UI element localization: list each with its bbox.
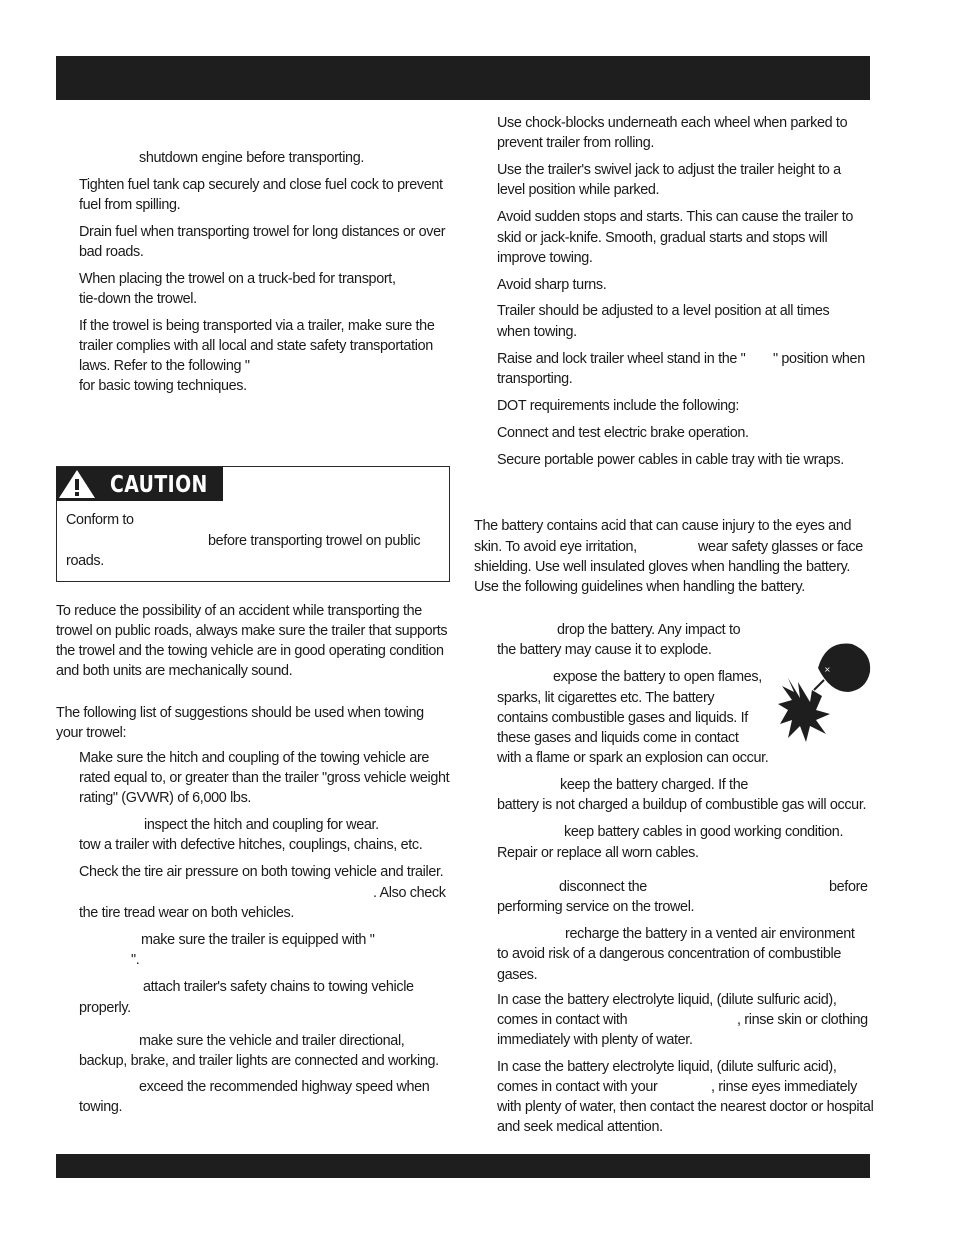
text-line: ". bbox=[131, 952, 140, 968]
text-line: inspect the hitch and coupling for wear. bbox=[144, 817, 379, 833]
text-line: trailer complies with all local and state safety transportation bbox=[79, 338, 433, 354]
text-line: level position while parked. bbox=[497, 182, 660, 198]
text-line: , rinse eyes immediately bbox=[711, 1079, 857, 1095]
text-line: before transporting trowel on public bbox=[208, 533, 421, 549]
text-line: comes in contact with bbox=[497, 1012, 628, 1028]
text-line: trowel on public roads, always make sure the trailer that supports bbox=[56, 623, 448, 639]
text-line: roads. bbox=[66, 553, 104, 569]
battery-explosion-icon bbox=[778, 634, 872, 746]
text-line: Avoid sudden stops and starts. This can cause the trailer to bbox=[497, 209, 854, 225]
text-line: exceed the recommended highway speed when bbox=[139, 1079, 430, 1095]
text-line: tie-down the trowel. bbox=[79, 291, 197, 307]
text-line: shutdown engine before transporting. bbox=[139, 150, 365, 166]
text-line: The following list of suggestions should be used when towing bbox=[56, 705, 424, 721]
text-line: drop the battery. Any impact to bbox=[557, 622, 741, 638]
text-line: Drain fuel when transporting trowel for long distances or over bbox=[79, 224, 446, 240]
text-line: gases. bbox=[497, 967, 538, 983]
text-line: and both units are mechanically sound. bbox=[56, 663, 293, 679]
text-line: When placing the trowel on a truck-bed for transport, bbox=[79, 271, 396, 287]
text-line: backup, brake, and trailer lights are connected and working. bbox=[79, 1053, 439, 1069]
text-line: , rinse skin or clothing bbox=[737, 1012, 868, 1028]
text-line: tow a trailer with defective hitches, couplings, chains, etc. bbox=[79, 837, 423, 853]
text-line: " position when bbox=[773, 351, 865, 367]
text-line: before bbox=[829, 879, 868, 895]
text-line: wear safety glasses or face bbox=[698, 539, 863, 555]
text-line: with a flame or spark an explosion can occur. bbox=[497, 750, 769, 766]
text-line: skin. To avoid eye irritation, bbox=[474, 539, 637, 555]
text-line: battery is not charged a buildup of combustible gas will occur. bbox=[497, 797, 867, 813]
footer-bar bbox=[56, 1154, 870, 1178]
text-line: . Also check bbox=[373, 885, 446, 901]
text-line: keep battery cables in good working condition. bbox=[564, 824, 844, 840]
text-line: In case the battery electrolyte liquid, (dilute sulfuric acid), bbox=[497, 992, 837, 1008]
text-line: comes in contact with your bbox=[497, 1079, 658, 1095]
text-line: Make sure the hitch and coupling of the towing vehicle are bbox=[79, 750, 430, 766]
text-line: Use the trailer's swivel jack to adjust the trailer height to a bbox=[497, 162, 841, 178]
text-line: towing. bbox=[79, 1099, 123, 1115]
text-line: skid or jack-knife. Smooth, gradual starts and stops will bbox=[497, 230, 828, 246]
text-line: properly. bbox=[79, 1000, 131, 1016]
text-line: and seek medical attention. bbox=[497, 1119, 663, 1135]
text-line: these gases and liquids come in contact bbox=[497, 730, 739, 746]
text-line: prevent trailer from rolling. bbox=[497, 135, 655, 151]
text-line: immediately with plenty of water. bbox=[497, 1032, 693, 1048]
text-line: Use chock-blocks underneath each wheel when parked to bbox=[497, 115, 848, 131]
text-line: rated equal to, or greater than the trailer "gross vehicle weight bbox=[79, 770, 450, 786]
text-line: Repair or replace all worn cables. bbox=[497, 845, 699, 861]
text-line: fuel from spilling. bbox=[79, 197, 181, 213]
text-line: attach trailer's safety chains to towing vehicle bbox=[143, 979, 414, 995]
text-line: Connect and test electric brake operation. bbox=[497, 425, 749, 441]
text-line: to avoid risk of a dangerous concentration of combustible bbox=[497, 946, 842, 962]
text-line: If the trowel is being transported via a trailer, make sure the bbox=[79, 318, 435, 334]
header-bar bbox=[56, 56, 870, 100]
text-line: Raise and lock trailer wheel stand in the " bbox=[497, 351, 746, 367]
text-line: make sure the trailer is equipped with " bbox=[141, 932, 375, 948]
text-line: To reduce the possibility of an accident while transporting the bbox=[56, 603, 422, 619]
text-line: rating" (GVWR) of 6,000 lbs. bbox=[79, 790, 252, 806]
text-line: your trowel: bbox=[56, 725, 127, 741]
text-line: Avoid sharp turns. bbox=[497, 277, 607, 293]
caution-label: CAUTION bbox=[110, 472, 208, 498]
text-line: Use the following guidelines when handling the battery. bbox=[474, 579, 805, 595]
text-line: transporting. bbox=[497, 371, 573, 387]
text-line: In case the battery electrolyte liquid, (dilute sulfuric acid), bbox=[497, 1059, 837, 1075]
text-line: the battery may cause it to explode. bbox=[497, 642, 712, 658]
text-line: for basic towing techniques. bbox=[79, 378, 247, 394]
text-line: disconnect the bbox=[559, 879, 647, 895]
text-line: sparks, lit cigarettes etc. The battery bbox=[497, 690, 715, 706]
text-line: laws. Refer to the following " bbox=[79, 358, 250, 374]
text-line: improve towing. bbox=[497, 250, 593, 266]
svg-text:×: × bbox=[824, 665, 831, 674]
text-line: keep the battery charged. If the bbox=[560, 777, 748, 793]
text-line: expose the battery to open flames, bbox=[553, 669, 762, 685]
text-line: Conform to bbox=[66, 512, 134, 528]
text-line: the trowel and the towing vehicle are in good operating condition bbox=[56, 643, 444, 659]
text-line: when towing. bbox=[497, 324, 577, 340]
text-line: Secure portable power cables in cable tray with tie wraps. bbox=[497, 452, 844, 468]
text-line: with plenty of water, then contact the nearest doctor or hospital bbox=[497, 1099, 874, 1115]
text-line: DOT requirements include the following: bbox=[497, 398, 740, 414]
text-line: performing service on the trowel. bbox=[497, 899, 695, 915]
caution-banner bbox=[56, 467, 223, 501]
warning-triangle-icon bbox=[58, 469, 96, 499]
text-line: the tire tread wear on both vehicles. bbox=[79, 905, 295, 921]
text-line: recharge the battery in a vented air environment bbox=[565, 926, 855, 942]
text-line: Trailer should be adjusted to a level position at all times bbox=[497, 303, 830, 319]
text-line: make sure the vehicle and trailer directional, bbox=[139, 1033, 405, 1049]
text-line: Tighten fuel tank cap securely and close fuel cock to prevent bbox=[79, 177, 443, 193]
text-line: Check the tire air pressure on both towing vehicle and trailer. bbox=[79, 864, 444, 880]
text-line: contains combustible gases and liquids. If bbox=[497, 710, 748, 726]
text-line: The battery contains acid that can cause injury to the eyes and bbox=[474, 518, 852, 534]
text-line: bad roads. bbox=[79, 244, 144, 260]
text-line: shielding. Use well insulated gloves when handling the battery. bbox=[474, 559, 851, 575]
